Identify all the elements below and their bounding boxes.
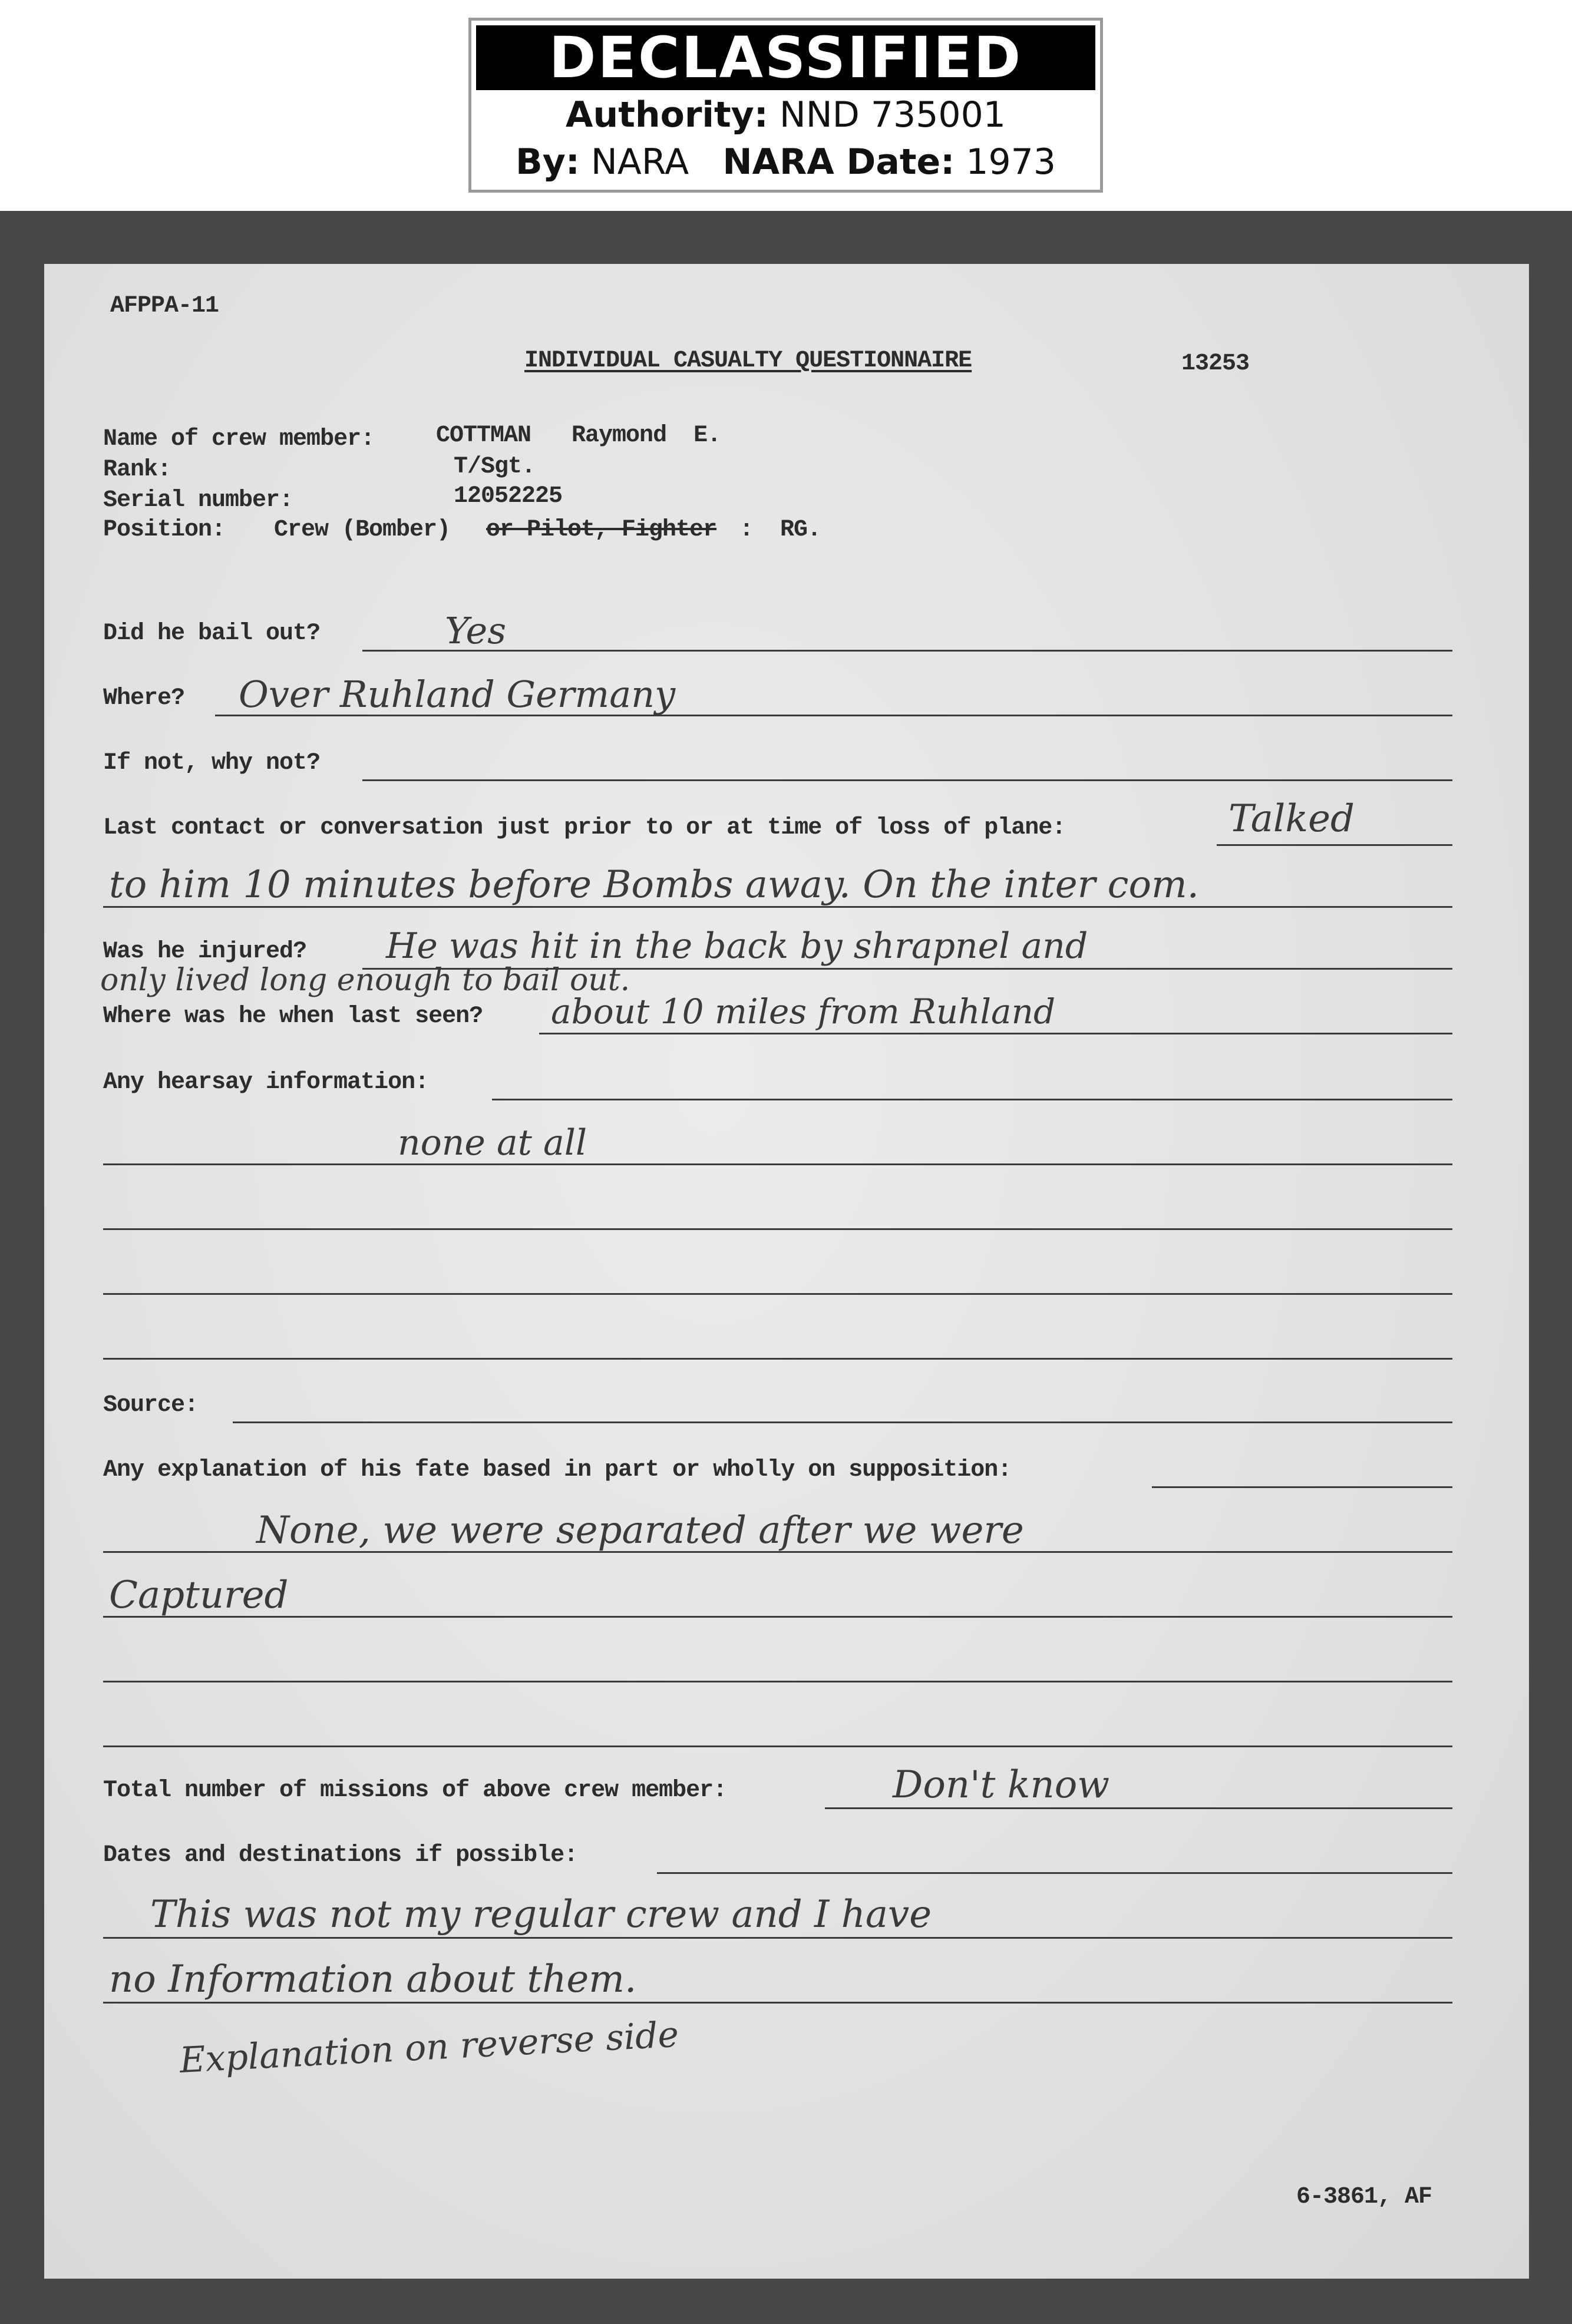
where-answer: Over Ruhland Germany bbox=[239, 673, 676, 716]
explanation-line-5 bbox=[103, 1746, 1452, 1747]
hearsay-line-4 bbox=[103, 1293, 1452, 1295]
hearsay-line-3 bbox=[103, 1228, 1452, 1230]
missions-line bbox=[825, 1807, 1452, 1809]
last-contact-line-1 bbox=[1217, 844, 1452, 846]
footer-code: 6-3861, AF bbox=[1296, 2184, 1432, 2210]
hearsay-line-5 bbox=[103, 1358, 1452, 1360]
dates-line-1 bbox=[657, 1872, 1452, 1874]
serial-value: 12052225 bbox=[454, 483, 563, 510]
last-contact-label: Last contact or conversation just prior to or at time of loss of plane: bbox=[103, 815, 1066, 841]
explanation-line-4 bbox=[103, 1681, 1452, 1682]
bail-answer-line bbox=[362, 650, 1452, 652]
explanation-line-1 bbox=[1152, 1486, 1452, 1488]
where-label: Where? bbox=[103, 685, 185, 712]
explanation-answer-2: Captured bbox=[109, 1573, 289, 1617]
stamp-by-value: NARA bbox=[590, 141, 689, 183]
explanation-label: Any explanation of his fate based in part or wholly on supposition: bbox=[103, 1457, 1012, 1483]
explanation-answer-1: None, we were separated after we were bbox=[256, 1509, 1024, 1552]
position-struck-text: or Pilot, Fighter bbox=[486, 517, 717, 543]
form-code: AFPPA-11 bbox=[110, 293, 219, 319]
dates-answer-1: This was not my regular crew and I have bbox=[150, 1893, 932, 1936]
dates-label: Dates and destinations if possible: bbox=[103, 1842, 578, 1869]
hearsay-line-1 bbox=[492, 1099, 1452, 1100]
last-seen-answer: about 10 miles from Ruhland bbox=[551, 991, 1056, 1032]
stamp-title: DECLASSIFIED bbox=[476, 25, 1095, 90]
serial-label: Serial number: bbox=[103, 487, 293, 514]
explanation-line-3 bbox=[103, 1616, 1452, 1618]
injured-label: Was he injured? bbox=[103, 938, 307, 965]
dates-answer-2: no Information about them. bbox=[109, 1958, 637, 2001]
ifnot-answer-line bbox=[362, 779, 1452, 781]
reverse-side-note: Explanation on reverse side bbox=[179, 2014, 680, 2081]
questionnaire-page bbox=[44, 264, 1529, 2279]
hearsay-answer: none at all bbox=[398, 1122, 587, 1163]
rank-value: T/Sgt. bbox=[454, 454, 536, 480]
last-contact-answer-2: to him 10 minutes before Bombs away. On the inter com. bbox=[109, 863, 1199, 907]
stamp-authority-value: NND 735001 bbox=[779, 94, 1006, 135]
declassified-stamp bbox=[468, 18, 1103, 193]
injured-answer-1: He was hit in the back by shrapnel and bbox=[386, 925, 1088, 967]
bail-label: Did he bail out? bbox=[103, 620, 321, 647]
scan-frame bbox=[0, 211, 1572, 2324]
form-title: INDIVIDUAL CASUALTY QUESTIONNAIRE bbox=[524, 348, 972, 374]
ifnot-label: If not, why not? bbox=[103, 750, 321, 776]
injured-answer-2: only lived long enough to bail out. bbox=[100, 963, 630, 998]
stamp-authority-line bbox=[471, 94, 1100, 135]
missions-label: Total number of missions of above crew member: bbox=[103, 1777, 727, 1804]
position-label: Position: bbox=[103, 517, 226, 543]
bail-answer: Yes bbox=[445, 609, 507, 652]
stamp-authority-label: Authority: bbox=[566, 94, 768, 135]
last-seen-label: Where was he when last seen? bbox=[103, 1003, 483, 1030]
name-value: COTTMAN Raymond E. bbox=[436, 422, 721, 449]
form-number: 13253 bbox=[1181, 351, 1250, 377]
rank-label: Rank: bbox=[103, 457, 171, 483]
dates-line-3 bbox=[103, 2002, 1452, 2004]
last-seen-line bbox=[539, 1033, 1452, 1034]
missions-answer: Don't know bbox=[893, 1763, 1110, 1807]
position-value: Crew (Bomber) bbox=[274, 517, 451, 543]
hearsay-label: Any hearsay information: bbox=[103, 1069, 429, 1096]
hearsay-line-2 bbox=[103, 1163, 1452, 1165]
position-code: : RG. bbox=[739, 517, 821, 543]
name-label: Name of crew member: bbox=[103, 426, 375, 452]
stamp-by-line bbox=[471, 141, 1100, 183]
last-contact-answer-1: Talked bbox=[1228, 797, 1355, 841]
stamp-by-label: By: bbox=[516, 141, 580, 183]
source-line bbox=[233, 1421, 1452, 1423]
dates-line-2 bbox=[103, 1937, 1452, 1939]
stamp-date-value: 1973 bbox=[966, 141, 1056, 183]
stamp-date-label: NARA Date: bbox=[722, 141, 955, 183]
source-label: Source: bbox=[103, 1392, 199, 1419]
